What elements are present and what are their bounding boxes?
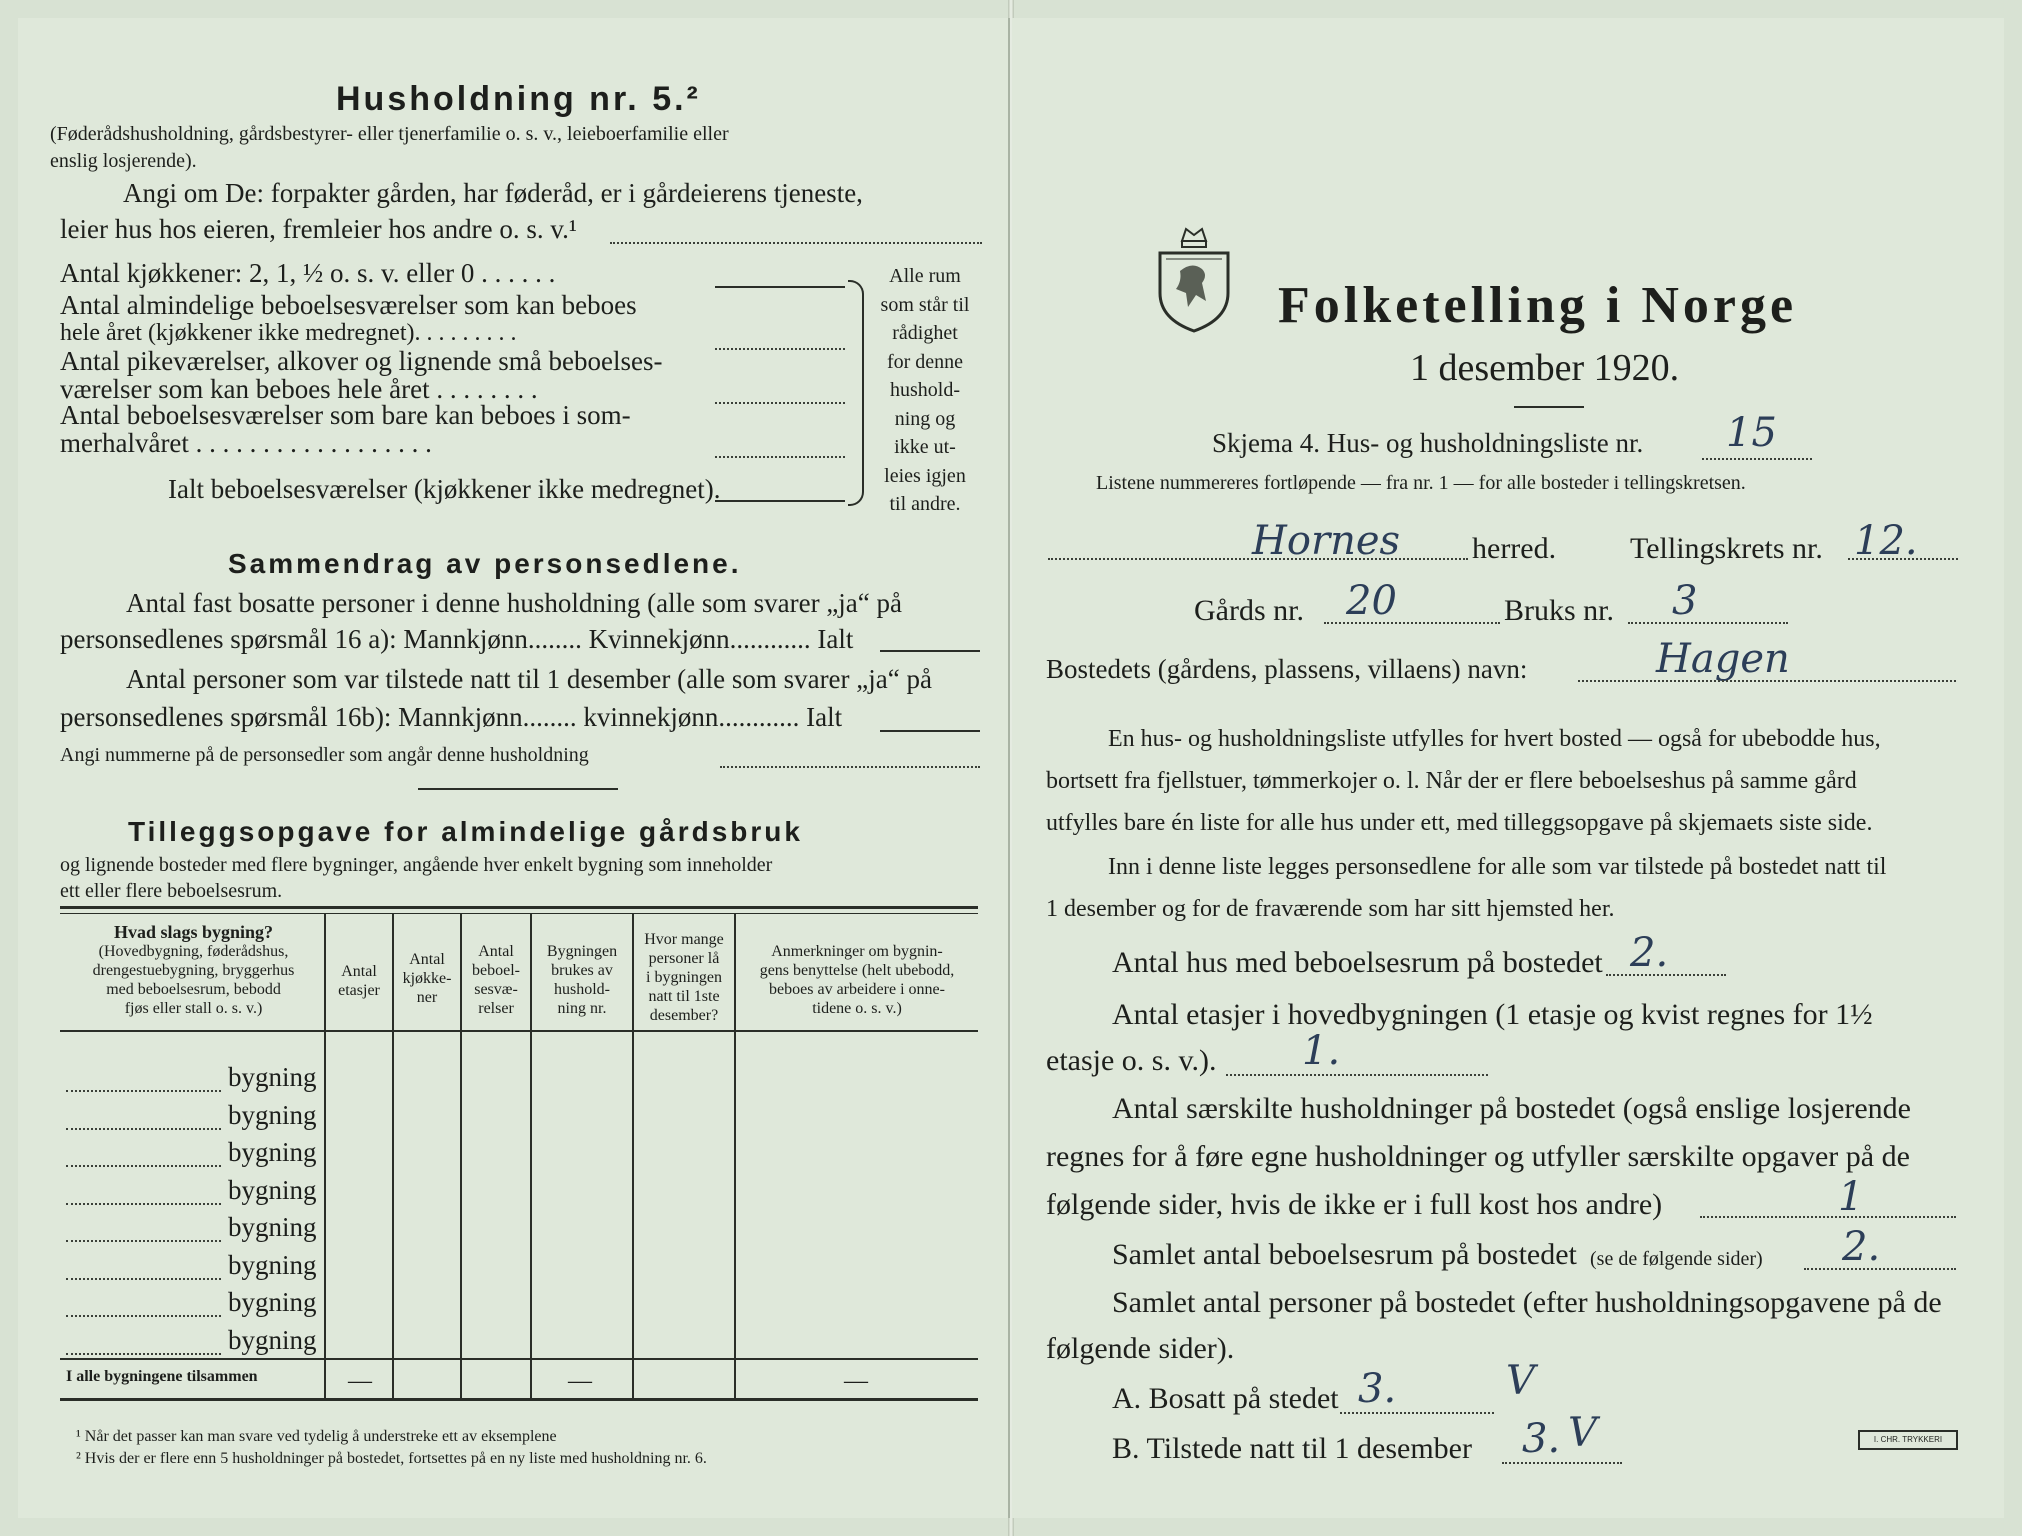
summary-line-1: Antal fast bosatte personer i denne husholdning (alle som svarer „ja“ på: [126, 588, 902, 618]
header-line: tidene o. s. v.): [812, 1000, 902, 1017]
side-note-line: hushold-: [890, 379, 960, 401]
header-remarks: [736, 942, 978, 1018]
row-input[interactable]: [66, 1315, 221, 1317]
gards-value[interactable]: 20: [1346, 578, 1397, 624]
bosatt-value[interactable]: 3.: [1358, 1366, 1397, 1412]
tilstede-check: V: [1568, 1410, 1597, 1456]
header-persons: [634, 930, 734, 1025]
answer-kitchens[interactable]: [715, 286, 845, 288]
header-line: med beboelsesrum, bebodd: [106, 981, 281, 998]
side-note-line: Alle rum: [889, 265, 961, 287]
gards-line: [1324, 622, 1500, 624]
side-note-line: ikke ut-: [894, 436, 956, 458]
header-line: ning nr.: [557, 1000, 607, 1017]
printer-stamp: [1858, 1430, 1958, 1450]
samlet-personer-line-2: følgende sider).: [1046, 1332, 1235, 1365]
row-input[interactable]: [66, 1278, 221, 1280]
bosted-label: Bostedets (gårdens, plassens, villaens) navn:: [1046, 654, 1528, 684]
total-dash: —: [348, 1368, 372, 1394]
tilstede-value[interactable]: 3.: [1522, 1416, 1561, 1462]
answer-rooms[interactable]: [715, 348, 845, 350]
table-bottom-border: [60, 1398, 978, 1401]
separator-line: [418, 788, 618, 790]
instr-line-2: bortsett fra fjellstuer, tømmerkojer o. l. Når der er flere beboelseshus på samme gård: [1046, 768, 1857, 794]
summary-line-2: personsedlenes spørsmål 16 a): Mannkjønn........ Kvinnekjønn............ Ialt: [60, 624, 854, 654]
header-line: etasjer: [338, 982, 380, 999]
side-note-line: ning og: [894, 407, 956, 430]
header-line: i bygningen: [646, 969, 722, 986]
total-dash: —: [844, 1368, 868, 1394]
question-small-rooms-b: værelser som kan beboes hele året . . . . . . . .: [60, 374, 538, 404]
header-rooms: [462, 942, 530, 1018]
header-line: Antal: [341, 963, 377, 980]
header-line: personer lå: [648, 950, 720, 967]
row-label: bygning: [228, 1062, 317, 1092]
header-line: Hvor mange: [644, 931, 724, 948]
bruks-label: Bruks nr.: [1504, 594, 1615, 627]
answer-small-rooms[interactable]: [715, 402, 845, 404]
header-line: Anmerkninger om bygnin-: [771, 943, 943, 960]
total-label: I alle bygningene tilsammen: [66, 1368, 258, 1385]
etasje-line-2: etasje o. s. v.).: [1046, 1044, 1217, 1077]
total-resident-line[interactable]: [880, 650, 980, 652]
header-household-nr: [532, 942, 632, 1018]
instr-line-4: Inn i denne liste legges personsedlene for alle som var tilstede på bostedet natt til: [1108, 854, 1887, 880]
skjema-line: [1702, 458, 1812, 460]
krets-label: Tellingskrets nr.: [1630, 532, 1823, 565]
header-line: Antal: [478, 943, 514, 960]
row-input[interactable]: [66, 1128, 221, 1130]
hus-label: Antal hus med beboelsesrum på bostedet: [1112, 946, 1603, 979]
tillegg-line-1: og lignende bosteder med flere bygninger, angående hver enkelt bygning som inneholder: [60, 854, 773, 876]
question-summer-rooms-b: merhalvåret . . . . . . . . . . . . . . . . . .: [60, 428, 432, 458]
coat-of-arms-icon: [1152, 223, 1236, 335]
row-label: bygning: [228, 1137, 317, 1167]
bosted-line: [1578, 680, 1956, 682]
question-kitchens: Antal kjøkkener: 2, 1, ½ o. s. v. eller 0 . . . . . .: [60, 258, 556, 288]
header-kitchens: [394, 950, 460, 1007]
krets-value[interactable]: 12.: [1854, 518, 1918, 564]
header-line: (Hovedbygning, føderådshus,: [98, 943, 289, 960]
table-top-border: [60, 906, 978, 909]
herred-value[interactable]: Hornes: [1252, 518, 1401, 564]
bruks-value[interactable]: 3: [1672, 578, 1698, 624]
header-line: Bygningen: [546, 943, 618, 960]
etasje-value[interactable]: 1.: [1302, 1028, 1341, 1074]
hus-line: [1606, 974, 1726, 976]
header-line: drengestuebygning, bryggerhus: [92, 962, 295, 979]
printer-stamp-text: I. CHR. TRYKKERI: [1873, 1435, 1943, 1444]
listene-note: Listene nummereres fortløpende — fra nr. 1 — for alle bosteder i tellingskretsen.: [1096, 472, 1746, 494]
etasje-line: [1226, 1074, 1488, 1076]
herred-label: herred.: [1472, 532, 1557, 565]
skjema-value[interactable]: 15: [1726, 410, 1777, 456]
header-line: kjøkke-: [402, 970, 452, 987]
instr-line-3: utfylles bare én liste for alle hus under ett, med tilleggsopgave på skjemaets siste side.: [1046, 810, 1873, 836]
row-label: bygning: [228, 1212, 317, 1242]
question-small-rooms-a: Antal pikeværelser, alkover og lignende små beboelses-: [60, 346, 663, 376]
herred-line: [1048, 558, 1468, 560]
saerskilte-line-2: regnes for å føre egne husholdninger og utfyller særskilte opgaver på de: [1046, 1140, 1910, 1173]
footnote-2: ² Hvis der er flere enn 5 husholdninger på bostedet, fortsettes på en ny liste med husholdning nr. 6.: [76, 1450, 707, 1467]
row-label: bygning: [228, 1100, 317, 1130]
row-label: bygning: [228, 1250, 317, 1280]
header-line: sesvæ-: [474, 981, 518, 998]
header-line: gens benyttelse (helt ubebodd,: [759, 962, 955, 979]
question-rooms-a: Antal almindelige beboelsesværelser som kan beboes: [60, 290, 637, 320]
question-total-rooms: Ialt beboelsesværelser (kjøkkener ikke medregnet).: [168, 474, 721, 504]
header-line: beboes av arbeidere i onne-: [769, 981, 945, 998]
tillegg-title: Tilleggsopgave for almindelige gårdsbruk: [128, 816, 803, 847]
header-line: desember?: [649, 1007, 719, 1024]
samlet-rum-value[interactable]: 2.: [1842, 1224, 1881, 1270]
etasje-line-1: Antal etasjer i hovedbygningen (1 etasje og kvist regnes for 1½: [1112, 998, 1873, 1031]
angi-line-1: Angi om De: forpakter gården, har føderåd, er i gårdeierens tjeneste,: [123, 178, 863, 208]
angi-answer-line[interactable]: [610, 242, 982, 244]
header-line: Hvad slags bygning?: [113, 922, 274, 942]
intro-line-2: enslig losjerende).: [50, 150, 197, 172]
numbers-line[interactable]: [720, 766, 980, 768]
row-label: bygning: [228, 1175, 317, 1205]
hus-value[interactable]: 2.: [1630, 930, 1669, 976]
summary-title: Sammendrag av personsedlene.: [228, 548, 742, 579]
samlet-personer-line-1: Samlet antal personer på bostedet (efter husholdningsopgavene på de: [1112, 1286, 1942, 1319]
instr-line-1: En hus- og husholdningsliste utfylles for hvert bosted — også for ubebodde hus,: [1108, 726, 1881, 752]
form-title: Folketelling i Norge: [1278, 277, 1798, 334]
bracket: [848, 280, 864, 506]
row-input[interactable]: [66, 1353, 221, 1355]
header-floors: [326, 962, 392, 1000]
row-label: bygning: [228, 1287, 317, 1317]
row-input[interactable]: [66, 1240, 221, 1242]
angi-line-2: leier hus hos eieren, fremleier hos andre o. s. v.¹: [60, 214, 577, 244]
bruks-line: [1628, 622, 1788, 624]
header-line: beboel-: [472, 962, 520, 979]
table-sum-border: [60, 1358, 978, 1360]
side-note-line: for denne: [886, 350, 964, 373]
household-title: Husholdning nr. 5.²: [336, 80, 701, 118]
summary-line-5: Angi nummerne på de personsedler som angår denne husholdning: [60, 744, 589, 766]
title-separator: [1514, 406, 1584, 408]
instr-line-5: 1 desember og for de fraværende som har sitt hjemsted her.: [1046, 896, 1615, 922]
header-line: ner: [416, 989, 438, 1006]
header-line: fjøs eller stall o. s. v.): [124, 1000, 263, 1017]
row-label: bygning: [228, 1325, 317, 1355]
saerskilte-line-3: følgende sider, hvis de ikke er i full kost hos andre): [1046, 1188, 1663, 1221]
left-page: [18, 18, 1010, 1518]
samlet-rum-line: [1804, 1268, 1956, 1270]
header-line: brukes av: [551, 962, 613, 979]
gards-label: Gårds nr.: [1194, 594, 1304, 627]
total-dash: —: [568, 1368, 592, 1394]
summary-line-4: personsedlenes spørsmål 16b): Mannkjønn........ kvinnekjønn............ Ialt: [60, 702, 843, 732]
bosted-value[interactable]: Hagen: [1656, 636, 1790, 682]
saerskilte-line: [1700, 1216, 1956, 1218]
table-header-border: [60, 1030, 978, 1032]
header-line: natt til 1ste: [648, 988, 720, 1005]
right-page: [1012, 18, 2004, 1518]
side-note-line: som står til: [880, 293, 970, 316]
tilstede-line: [1502, 1462, 1622, 1464]
header-line: Antal: [409, 951, 445, 968]
header-building-type: [66, 923, 321, 1018]
skjema-label: Skjema 4. Hus- og husholdningsliste nr.: [1212, 428, 1644, 458]
bosatt-label: A. Bosatt på stedet: [1112, 1382, 1339, 1415]
tilstede-label: B. Tilstede natt til 1 desember: [1112, 1432, 1472, 1465]
krets-line: [1848, 558, 1958, 560]
table-top-border-inner: [60, 913, 978, 914]
tillegg-line-2: ett eller flere beboelsesrum.: [60, 880, 283, 902]
header-line: hushold-: [554, 981, 610, 998]
bosatt-line: [1340, 1412, 1494, 1414]
side-note-line: leies igjen: [884, 464, 966, 487]
samlet-rum-note: (se de følgende sider): [1590, 1248, 1763, 1270]
side-note: [870, 262, 980, 519]
question-rooms-b: hele året (kjøkkener ikke medregnet). . . . . . . . .: [60, 320, 517, 346]
form-date: 1 desember 1920.: [1410, 347, 1680, 389]
row-input[interactable]: [66, 1203, 221, 1205]
saerskilte-value[interactable]: 1: [1838, 1174, 1864, 1220]
question-summer-rooms-a: Antal beboelsesværelser som bare kan beboes i som-: [60, 400, 631, 430]
answer-total-rooms[interactable]: [715, 500, 845, 502]
footnote-1: ¹ Når det passer kan man svare ved tydelig å understreke ett av eksemplene: [76, 1428, 557, 1445]
answer-summer-rooms[interactable]: [715, 456, 845, 458]
total-present-line[interactable]: [880, 730, 980, 732]
saerskilte-line-1: Antal særskilte husholdninger på bostedet (også enslige losjerende: [1112, 1092, 1911, 1125]
samlet-rum-label: Samlet antal beboelsesrum på bostedet: [1112, 1238, 1577, 1271]
bosatt-check: V: [1506, 1358, 1535, 1404]
header-line: relser: [478, 1000, 514, 1017]
intro-line-1: (Føderådshusholdning, gårdsbestyrer- eller tjenerfamilie o. s. v., leieboerfamilie eller: [50, 123, 729, 145]
row-input[interactable]: [66, 1090, 221, 1092]
summary-line-3: Antal personer som var tilstede natt til 1 desember (alle som svarer „ja“ på: [126, 664, 932, 694]
side-note-line: til andre.: [889, 493, 961, 515]
side-note-line: rådighet: [892, 322, 958, 344]
row-input[interactable]: [66, 1165, 221, 1167]
